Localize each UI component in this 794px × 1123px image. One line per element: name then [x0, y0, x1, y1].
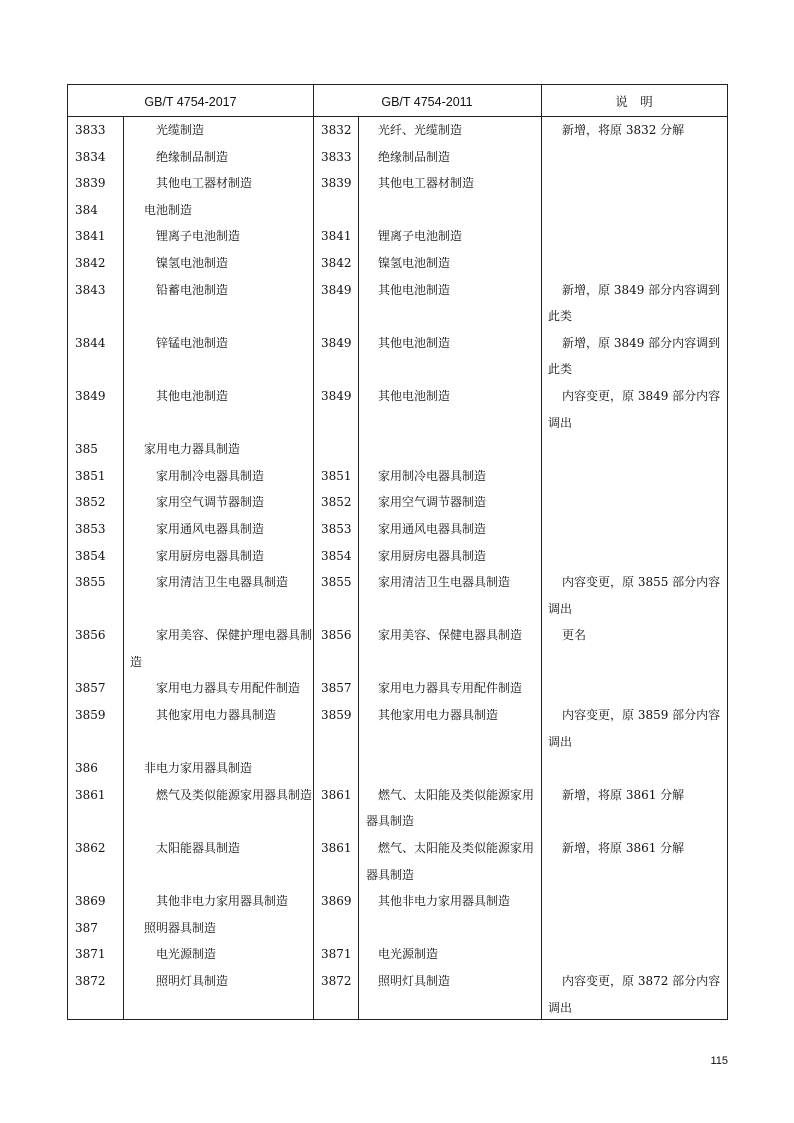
note: 新增，原 3849 部分内容调到此类	[548, 282, 721, 324]
header-2017: GB/T 4754-2017	[144, 95, 237, 109]
classification-table	[67, 84, 728, 1020]
name-2011: 镍氢电池制造	[378, 255, 451, 270]
name-2017: 照明灯具制造	[156, 974, 229, 988]
name-2017: 照明器具制造	[144, 920, 217, 935]
code-2011: 3832	[321, 123, 352, 137]
name-2017: 家用清洁卫生电器具制造	[156, 575, 289, 590]
name-2017: 其他非电力家用器具制造	[156, 894, 289, 909]
code-2017: 3853	[75, 521, 106, 536]
code-2017: 3862	[75, 841, 106, 856]
code-2011: 3852	[321, 495, 352, 510]
table-row	[68, 383, 727, 436]
name-2011: 其他电池制造	[378, 335, 451, 350]
code-2017: 3861	[75, 787, 106, 802]
name-2017: 镍氢电池制造	[156, 255, 229, 270]
name-2017: 太阳能器具制造	[156, 841, 241, 856]
table-row	[68, 675, 727, 702]
name-2017: 家用通风电器具制造	[156, 521, 265, 536]
table-row	[68, 755, 727, 782]
name-2017: 锌锰电池制造	[156, 335, 229, 350]
table-row	[68, 436, 727, 463]
code-2011: 3849	[321, 282, 352, 297]
code-2011: 3861	[321, 787, 352, 802]
table-row	[68, 543, 727, 570]
table-header	[68, 85, 727, 117]
table-row	[68, 330, 727, 383]
name-2017: 电光源制造	[156, 947, 217, 962]
note: 内容变更，原 3859 部分内容调出	[548, 708, 721, 749]
table-row	[68, 489, 727, 516]
name-2011: 家用清洁卫生电器具制造	[378, 575, 511, 590]
code-2017: 3833	[75, 123, 106, 137]
code-2011: 3869	[321, 894, 352, 909]
note: 更名	[562, 628, 587, 643]
table-row	[68, 702, 727, 755]
name-2011: 家用美容、保健电器具制造	[378, 628, 523, 643]
header-note: 说 明	[615, 95, 653, 109]
name-2017: 家用制冷电器具制造	[156, 468, 265, 483]
code-2017: 3851	[75, 468, 106, 483]
code-2017: 3849	[75, 388, 106, 403]
name-2017: 非电力家用器具制造	[144, 761, 253, 776]
table-row	[68, 782, 727, 835]
table-row	[68, 463, 727, 490]
code-2017: 3841	[75, 229, 106, 244]
name-2017: 家用美容、保健护理电器具制造	[130, 628, 313, 669]
code-2011: 3872	[321, 974, 352, 988]
table-row	[68, 941, 727, 968]
code-2017: 3844	[75, 335, 106, 350]
note: 新增，将原 3861 分解	[562, 841, 685, 856]
code-2011: 3833	[321, 149, 352, 164]
name-2017: 家用电力器具专用配件制造	[156, 681, 301, 696]
code-2017: 3871	[75, 947, 106, 962]
code-2017: 3854	[75, 548, 106, 563]
table-row	[68, 144, 727, 171]
name-2011: 燃气、太阳能及类似能源家用器具制造	[366, 787, 535, 829]
table-row	[68, 622, 727, 675]
code-2017: 3842	[75, 255, 106, 270]
code-2011: 3854	[321, 548, 352, 563]
note: 内容变更，原 3849 部分内容调出	[548, 388, 721, 430]
note: 新增，将原 3861 分解	[562, 787, 685, 802]
name-2017: 光缆制造	[156, 123, 205, 137]
code-2011: 3849	[321, 335, 352, 350]
code-2011: 3842	[321, 255, 352, 270]
table-row	[68, 569, 727, 622]
name-2011: 燃气、太阳能及类似能源家用器具制造	[366, 841, 535, 882]
note: 新增，原 3849 部分内容调到此类	[548, 335, 721, 377]
name-2011: 家用电力器具专用配件制造	[378, 681, 523, 696]
code-2011: 3856	[321, 628, 352, 643]
name-2011: 其他家用电力器具制造	[378, 708, 499, 723]
code-2017: 3859	[75, 708, 106, 723]
code-2017: 387	[75, 920, 98, 935]
table-body	[68, 117, 727, 1021]
name-2017: 家用厨房电器具制造	[156, 548, 265, 563]
code-2017: 386	[75, 761, 98, 776]
table-row	[68, 117, 727, 144]
code-2017: 3852	[75, 495, 106, 510]
table-row	[68, 170, 727, 197]
name-2017: 家用电力器具制造	[144, 442, 241, 457]
code-2011: 3853	[321, 521, 352, 536]
note: 新增，将原 3832 分解	[562, 123, 685, 137]
name-2017: 绝缘制品制造	[156, 149, 229, 164]
code-2017: 3869	[75, 894, 106, 909]
name-2011: 锂离子电池制造	[378, 229, 463, 244]
table-row	[68, 277, 727, 330]
code-2011: 3859	[321, 708, 352, 723]
code-2011: 3849	[321, 388, 352, 403]
name-2011: 家用厨房电器具制造	[378, 548, 487, 563]
table-row	[68, 835, 727, 888]
table-row	[68, 250, 727, 277]
name-2017: 燃气及类似能源家用器具制造	[156, 787, 313, 802]
table-row	[68, 915, 727, 942]
code-2011: 3861	[321, 841, 352, 856]
code-2017: 3856	[75, 628, 106, 643]
table-row	[68, 968, 727, 1021]
code-2011: 3839	[321, 176, 352, 191]
name-2017: 其他电工器材制造	[156, 176, 253, 191]
code-2011: 3851	[321, 468, 352, 483]
note: 内容变更，原 3872 部分内容调出	[548, 974, 721, 1015]
note: 内容变更，原 3855 部分内容调出	[548, 575, 721, 616]
name-2011: 家用空气调节器制造	[378, 495, 487, 510]
code-2017: 3839	[75, 176, 106, 191]
name-2011: 家用制冷电器具制造	[378, 468, 487, 483]
code-2017: 3834	[75, 149, 106, 164]
name-2017: 家用空气调节器制造	[156, 495, 265, 510]
code-2011: 3857	[321, 681, 352, 696]
name-2011: 电光源制造	[378, 947, 439, 962]
code-2017: 3857	[75, 681, 106, 696]
name-2011: 其他电工器材制造	[378, 176, 475, 191]
name-2011: 照明灯具制造	[378, 974, 451, 988]
name-2011: 其他非电力家用器具制造	[378, 894, 511, 909]
name-2011: 绝缘制品制造	[378, 149, 451, 164]
code-2017: 3843	[75, 282, 106, 297]
name-2017: 锂离子电池制造	[156, 229, 241, 244]
name-2017: 电池制造	[144, 202, 193, 217]
name-2011: 光纤、光缆制造	[378, 123, 463, 137]
table-row	[68, 197, 727, 224]
code-2011: 3841	[321, 229, 352, 244]
name-2011: 其他电池制造	[378, 388, 451, 403]
table-row	[68, 888, 727, 915]
name-2017: 其他家用电力器具制造	[156, 708, 277, 723]
name-2017: 其他电池制造	[156, 388, 229, 403]
code-2011: 3855	[321, 575, 352, 590]
table-row	[68, 516, 727, 543]
table-row	[68, 223, 727, 250]
code-2011: 3871	[321, 947, 352, 962]
code-2017: 385	[75, 442, 98, 457]
name-2011: 家用通风电器具制造	[378, 521, 487, 536]
name-2011: 其他电池制造	[378, 282, 451, 297]
code-2017: 3855	[75, 575, 106, 590]
name-2017: 铅蓄电池制造	[156, 282, 229, 297]
page-number: 115	[710, 1055, 728, 1067]
code-2017: 3872	[75, 974, 106, 988]
code-2017: 384	[75, 202, 98, 217]
header-2011: GB/T 4754-2011	[381, 95, 473, 109]
